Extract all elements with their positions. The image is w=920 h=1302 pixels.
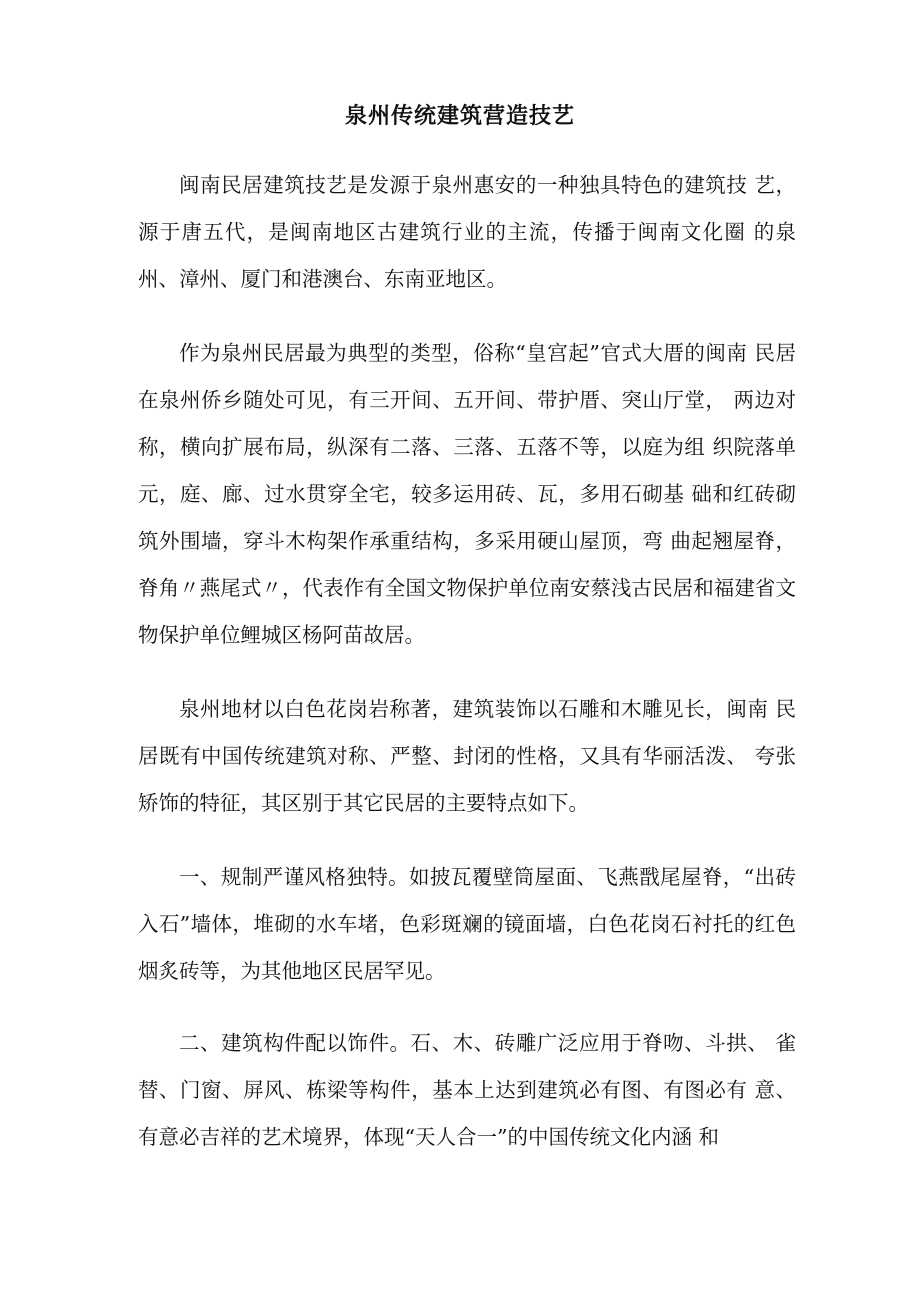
paragraph-feature-one: 一、规制严谨风格独特。如披瓦覆壁筒屋面、飞燕戬尾屋脊，“出砖入石”墙体，堆砌的水车堵，色彩斑斓的镜面墙，白色花岗石衬托的红色烟炙砖等，为其他地区民居罕见。 (138, 865, 796, 983)
paragraph-feature-two: 二、建筑构件配以饰件。石、木、砖雕广泛应用于脊吻、斗拱、 雀替、门窗、屏风、栋梁等构件，基本上达到建筑必有图、有图必有 意、有意必吉祥的艺术境界，体现“天人合一”的中国传统文化内涵 和 (138, 1031, 796, 1149)
document-title: 泉州传统建筑营造技艺 (344, 103, 575, 129)
paragraph-intro: 闽南民居建筑技艺是发源于泉州惠安的一种独具特色的建筑技 艺，源于唐五代，是闽南地区古建筑行业的主流，传播于闽南文化圈 的泉州、漳州、厦门和港澳台、东南亚地区。 (138, 173, 796, 291)
paragraph-materials: 泉州地材以白色花岗岩称著，建筑装饰以石雕和木雕见长，闽南 民居既有中国传统建筑对称、严整、封闭的性格，又具有华丽活泼、 夸张矫饰的特征，其区别于其它民居的主要特点如下。 (138, 697, 796, 815)
paragraph-residence-type: 作为泉州民居最为典型的类型，俗称“皇宫起”官式大厝的闽南 民居在泉州侨乡随处可见，有三开间、五开间、带护厝、突山厅堂， 两边对称，横向扩展布局，纵深有二落、三落、五落不等，以庭为组 织院落单元，庭、廊、过水贯穿全宅，较多运用砖、瓦，多用石砌基 础和红砖砌筑外围墙，穿斗木构架作承重结构，多采用硬山屋顶，弯 曲起翘屋脊，脊角〃燕尾式〃，代表作有全国文物保护单位南安蔡浅古民居和福建省文物保护单位鲤城区杨阿苗故居。 (138, 341, 796, 647)
